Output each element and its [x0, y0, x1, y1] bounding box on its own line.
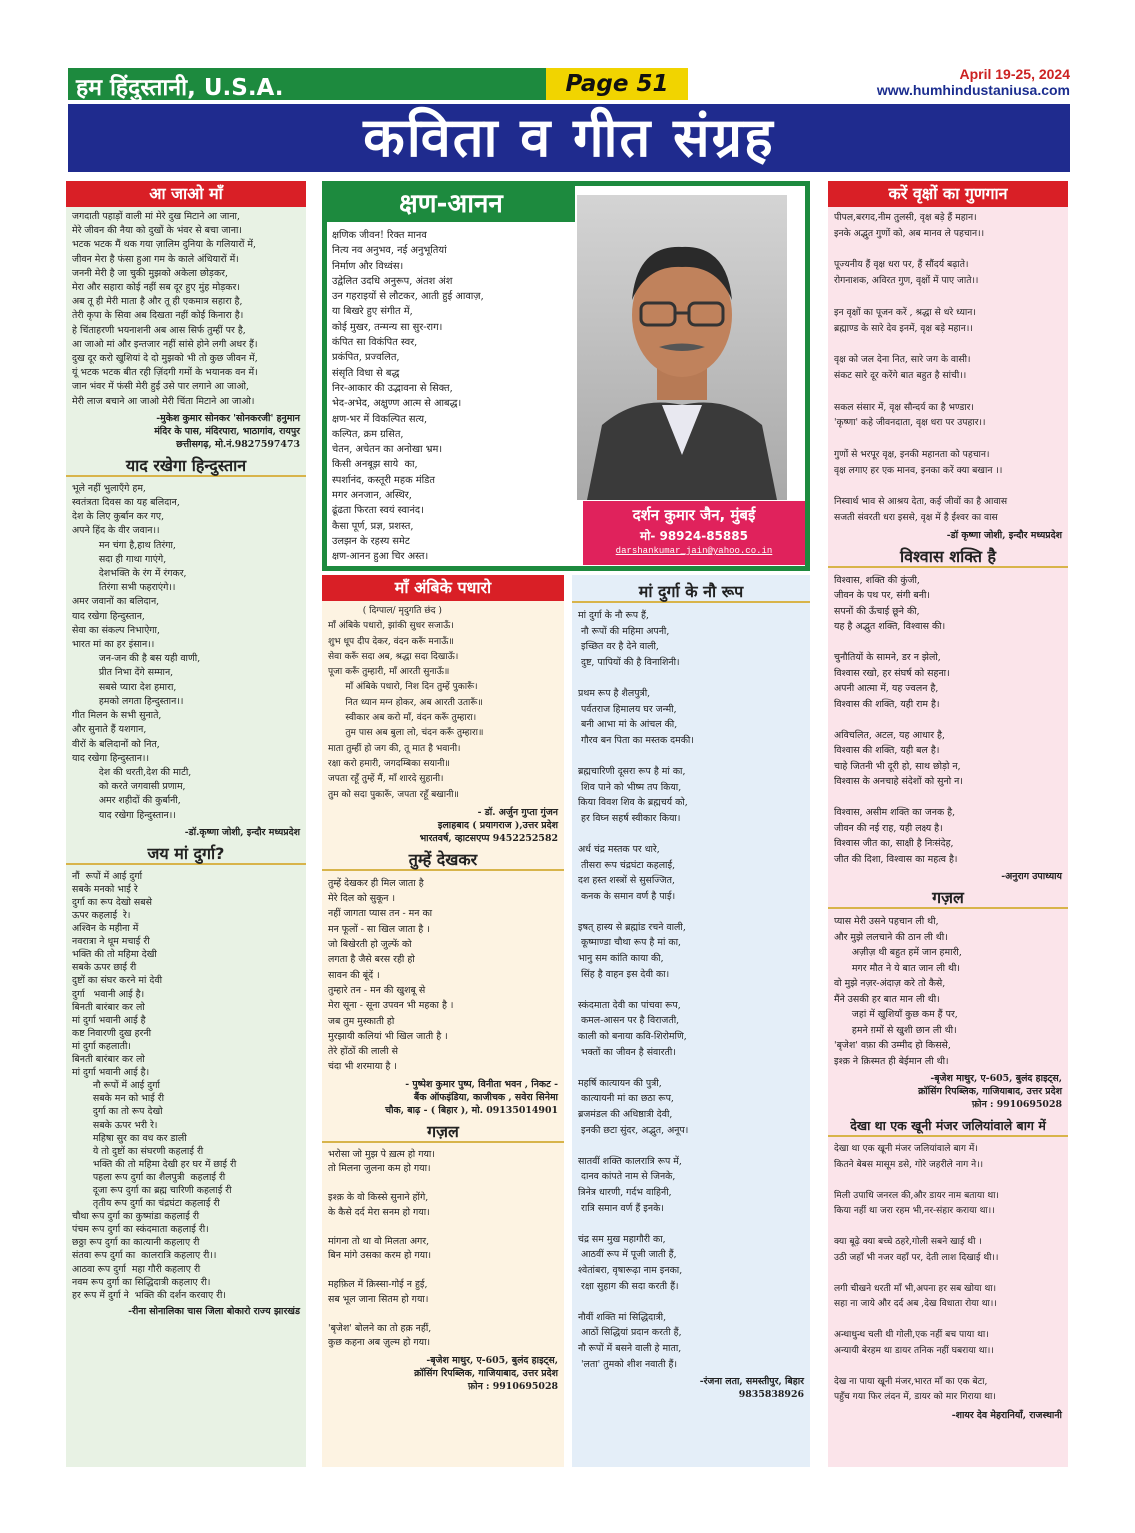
poem-title: जय मां दुर्गा? — [66, 843, 306, 865]
poem-credit: -रीना सोनालिका चास जिला बोकारो राज्य झारखंड — [128, 1305, 300, 1317]
poem-text: विश्वास, शक्ति की कुंजी, जीवन के पथ पर, संगी बनी। सपनों की ऊँचाई छूने की, यह है अद्भुत शक्ति, विश्वास की। चुनौतियों के सामने, डर न झेलो, विश्वास रखो, हर संघर्ष को सहना। अपनी आत्मा में, यह ज्वलन है, विश्वास की शक्ति, यही राम है। अविचलित, अटल, यह आधार है, विश्वास की शक्ति, यही बल है। चाहे जितनी भी दूरी हो, साथ छोड़ो न, विश्वास के अनचाहे संदेशों को सुनो न। विश्वास, असीम शक्ति का जनक है, जीवन की नई राह, यही लक्ष्य है। विश्वास जीत का, साक्षी है निःसंदेह, जीत की दिशा, विश्वास का महत्व है। — [834, 574, 963, 865]
section-banner: कविता व गीत संग्रह — [68, 104, 1070, 172]
poem-text: भूले नहीं भुलाएँगे हम, स्वतंत्रता दिवस का यह बलिदान, देश के लिए कुर्बान कर गए, अपने हिंद के वीर जवान।। मन चंगा है,हाथ तिरंगा, सदा ही गाथा गाएंगे, देशभक्ति के रंग में रंगकर, तिरंगा सभी फहराएंगे।। अमर जवानों का बलिदान, याद रखेगा हिन्दुस्तान, सेवा का संकल्प निभाऐगा, भारत मां का हर इंसान।। जन-जन की है बस यही वाणी, प्रीत निभा देंगे सम्मान, सबसे प्यारा देश हमारा, हमको लगता हिन्दुस्तान।। गीत मिलन के सभी सुनाते, और सुनाते हैं यशगान, वीरों के बलिदानों को नित, याद रखेगा हिन्दुस्तान।। देश की धरती,देश की माटी, को करते जगवासी प्रणाम, अमर शहीदों की कुर्बानी, याद रखेगा हिन्दुस्तान।। — [72, 482, 201, 821]
author-card — [583, 501, 805, 565]
poem-title: देखा था एक खूनी मंजर जलियांवाले बाग में — [828, 1115, 1068, 1137]
author-name: दर्शन कुमार जैन, मुंबई — [632, 506, 756, 524]
poem-credit: -बृजेश माथुर, ए-605, बुलंद हाइट्स, क्रॉसिंग रिपब्लिक, गाजियाबाद, उत्तर प्रदेश फ़ोन : 9910695028 — [414, 1354, 558, 1392]
poem-title: मां दुर्गा के नौ रूप — [572, 581, 810, 603]
poem-text: पीपल,बरगद,नीम तुलसी, वृक्ष बड़े हैं महान। इनके अद्भुत गुणों को, अब मानव ले पहचान।। पूज्यनीय हैं वृक्ष धरा पर, हैं सौंदर्य बढ़ाते। रोगनाशक, अविरत गुण, वृक्षों में पाए जाते।। इन वृक्षों का पूजन करें , श्रद्धा से धरे ध्यान। ब्रह्माण्ड के सारे देव इनमें, वृक्ष बड़े महान।। वृक्ष को जल देना नित, सारे जग के वासी। संकट सारे दूर करेंगे बात बहुत है सांची।। सकल संसार में, वृक्ष सौन्दर्य का है भण्डार। 'कृष्णा' कहे जीवनदाता, वृक्ष धरा पर उपहार।। गुणों से भरपूर वृक्ष, इनकी महानता को पहचान। वृक्ष लगाए हर एक मानव, इनका करें क्या बखान ।। निस्वार्थ भाव से आश्रय देता, कई जीवों का है आवास सजती संवरती धरा इससे, वृक्ष में है ईश्वर का वास — [834, 212, 1008, 524]
poem-title: तुम्हें देखकर — [322, 849, 564, 871]
page-number: Page 51 — [546, 68, 688, 100]
poem-text: नौं रूपों में आई दुर्गा सबके मनको भाई रे दुर्गा का रूप देखो सबसे ऊपर कहलाई रे। अश्विन के महीना में नवरात्रा ने धूम मचाई री भक्ति की तो महिमा देखी सबके ऊपर छाई री दुष्टों का संघर करने मां देवी दुर्गा भवानी आई है। बिनती बारंबार कर लो मां दुर्गा भवानी आई है कष्ट निवारणी दुख हरनी मां दुर्गा कहलाती। बिनती बारंबार कर लो मां दुर्गा भवानी आई है। नौ रूपों में आई दुर्गा सबके मन को भाई री दुर्गा का तो रूप देखो सबके ऊपर भरी रे। महिषा सुर का वध कर डाली ये तो दुष्टों का संघरणी कहलाई री भक्ति की तो महिमा देखी हर घर में छाई री पहला रूप दुर्गा का शैलपुत्री कहलाई री दूजा रूप दुर्गा का ब्रह्म चारिणी कहलाई री तृतीय रूप दुर्गा का चंद्रघंटा कहलाई री चौथा रूप दुर्गा का कुष्मांडा कहलाई री पंचम रूप दुर्गा का स्कंदमाता कहलाई री। छठ्ठा रूप दुर्गा का कात्यानी कहलाए री संतवा रूप दुर्गा का कालरात्रि कहलाए री।। आठवा रूप दुर्गा महा गौरी कहलाए री नवम रूप दुर्गा का सिद्धिदात्री कहलाए री। हर रूप में दुर्गा ने भक्ति की दर्शन करवाए री। — [72, 870, 237, 1301]
poem-text: जगदाती पहाड़ों वाली मां मेरे दुख मिटाने आ जाना, मेरे जीवन की नैया को दुखों के भंवर से बचा जाना। भटक भटक मैं थक गया ज़ालिम दुनिया के गलियारों में, जीवन मेरा है फंसा हुआ गम के काले अंधियारों में। जननी मेरी है जा चुकी मुझको अकेला छोड़कर, मेरा और सहारा कोई नहीं सब दूर हुए मुंह मोड़कर। अब तू ही मेरी माता है और तू ही एकमात्र सहारा है, तेरी कृपा के सिवा अब दिखता नहीं कोई किनारा है। हे चिंताहरणी भयनाशनी अब आस सिर्फ तुम्हीं पर है, आ जाओ मां और इन्तजार नहीं सांसे होने लगी अधर हैं। दुख दूर करो खुशियां दे दो मुझको भी तो कुछ जीवन में, यूं भटक भटक बीत रही ज़िंदगी गमों के भयानक वन में। जान भंवर में फंसी मेरी हुई उसे पार लगाने आ जाओ, मेरी लाज बचाने आ जाओ मेरी चिंता मिटाने आ जाओ। — [72, 211, 258, 407]
left-column — [66, 181, 306, 1467]
poem-title: गज़ल — [322, 1121, 564, 1143]
author-phone: मो- 98924-85885 — [640, 529, 748, 543]
poem-text: प्यास मेरी उसने पहचान ली थी, और मुझे ललचाने की ठान ली थी। अज़ीज़ थी बहुत हमें जान हमारी, मगर मौत ने ये बात जान ली थी। वो मुझे नज़र-अंदाज़ करे तो कैसे, मैंने उसकी हर बात मान ली थी। जहां में खुशियाँ कुछ कम हैं पर, हमने ग़मों से खुशी छान ली थी। 'बृजेश' वफ़ा की उम्मीद हो किससे, इश्क़ ने क़िस्मत ही बेईमान ली थी। — [834, 916, 962, 1067]
poem-title: विश्वास शक्ति है — [828, 546, 1068, 568]
poem-title: याद रखेगा हिन्दुस्तान — [66, 455, 306, 477]
feature-title: क्षण-आनन — [327, 186, 575, 222]
poem-credit: - डॉ. अर्जुन गुप्ता गुंजन इलाहबाद ( प्रयागराज ),उत्तर प्रदेश भारतवर्ष, व्हाटसएप्प 9452252582 — [419, 806, 558, 844]
poem-credit: - पुष्पेश कुमार पुष्प, विनीता भवन , निकट - बैंक ऑफइंडिया, काजीचक , सवेरा सिनेमा चौक, बाढ़ - ( बिहार ), मो. 09135014901 — [385, 1078, 558, 1116]
poem-text: भरोसा जो मुझ पे ख़त्म हो गया। तो मिलना जुलना कम हो गया। इश्क़ के वो किस्से सुनाने होंगे, के कैसे दर्द मेरा सनम हो गया। मांगना तो था वो मिलता अगर, बिन मांगे उसका करम हो गया। महफ़िल में क़िस्सा-गोई न हुई, सब भूल जाना सितम हो गया। 'बृजेश' बोलने का तो हक़ नहीं, कुछ कहना अब ज़ुल्म हो गया। — [328, 1148, 435, 1349]
middle-column-2 — [572, 575, 810, 1467]
right-column — [828, 181, 1068, 1467]
poem-credit: -शायर देव मेहरानियाँ, राजस्थानी — [951, 1409, 1062, 1421]
masthead-brand: हम हिंदुस्तानी, U.S.A. — [68, 68, 546, 100]
poem-title: गज़ल — [828, 887, 1068, 909]
website-link[interactable]: www.humhindustaniusa.com — [876, 82, 1070, 98]
issue-date: April 19-25, 2024 — [959, 66, 1070, 82]
feature-text: क्षणिक जीवन! रिक्त मानव नित्य नव अनुभव, नई अनुभूतियां निर्माण और विध्वंस। उद्वेलित उदधि अनुरूप, अंतश अंश उन गहराइयों से लौटकर, आती हुई आवाज़, या बिखरे हुए संगीत में, कोई मुखर, तन्मन्य सा सुर-राग। कंपित सा विकंपित स्वर, प्रकंपित, प्रज्वलित, संसृति विधा से बद्ध निर-आकार की उद्भावना से सिक्त, भेद-अभेद, अक्षुण्ण आत्म से आबद्ध। क्षण-भर में विकल्पित सत्य, कल्पित, क्रम ग्रसित, चेतन, अचेतन का अनोखा भ्रम। किसी अनबूझ साये का, स्पर्शानंद, कस्तूरी महक मंडित मगर अनजान, अस्थिर, ढूंढता फिरता स्वयं स्वानंद। कैसा पूर्ण, प्रज्ञ, प्रशस्त, उलझन के रहस्य समेट क्षण-आनन हुआ चिर अस्त। — [332, 230, 484, 563]
poem-credit: -डॉ.कृष्णा जोशी, इन्दौर मध्यप्रदेश — [184, 826, 300, 838]
poem-text: ( दिग्पाल/ मृदुगति छंद ) माँ अंबिके पधारो, झांकी सुधर सजाऊँ। शुभ धूप दीप देकर, वंदन करूँ मनाऊँ॥ सेवा करूँ सदा अब, श्रद्धा सदा दिखाऊँ। पूजा करूँ तुम्हारी, माँ आरती सुनाऊँ॥ माँ अंबिके पधारो, निश दिन तुम्हें पुकारूँ। नित ध्यान मग्न होकर, अब आरती उतारूँ॥ स्वीकार अब करो माँ, वंदन करूँ तुम्हारा। तुम पास अब बुला लो, चंदन करूँ तुम्हारा॥ माता तुम्हीं हो जग की, तू मात है भवानी। रक्षा करो हमारी, जगदम्बिका सयानी॥ जपता रहूँ तुम्हें मैं, माँ शारदे सुहानी। तुम को सदा पुकारूँ, जपता रहूँ बखानी॥ — [328, 606, 484, 800]
poem-title: करें वृक्षों का गुणगान — [828, 181, 1068, 207]
poem-text: मां दुर्गा के नौ रूप हैं, नौ रूपों की महिमा अपनी, इच्छित वर है देने वाली, दुष्ट, पापियों की है विनाशिनी। प्रथम रूप है शैलपुत्री, पर्वतराज हिमालय घर जन्मी, बनी आभा मां के आंचल की, गौरव बन पिता का मस्तक दमकी। ब्रह्मचारिणी दूसरा रूप है मां का, शिव पाने को भीष्म तप किया, किया विवश शिव के ब्रह्मचर्य को, हर विघ्न सहर्ष स्वीकार किया। अर्ध चंद्र मस्तक पर धारे, तीसरा रूप चंद्रघंटा कहलाई, दश हस्त शस्त्रों से सुसज्जित, कनक के समान वर्ण है पाई। इषत् हास्य से ब्रह्मांड रचने वाली, कूष्माण्डा चौथा रूप है मां का, भानु सम कांति काया की, सिंह है वाहन इस देवी का। स्कंदमाता देवी का पांचवा रूप, कमल-आसन पर है विराजती, काली को बनाया कवि-शिरोमणि, भक्तों का जीवन है संवारती। महर्षि कात्यायन की पुत्री, कात्यायनी मां का छठा रूप, ब्रजमंडल की अधिष्ठात्री देवी, इनकी छटा सुंदर, अद्भुत, अनूप। सातवीं शक्ति कालरात्रि रूप में, दानव कांपते नाम से जिनके, त्रिनेत्र धारणी, गर्दभ वाहिनी, रात्रि समान वर्ण हैं इनके। चंद्र सम मुख महागौरी का, आठवीं रूप में पूजी जाती हैं, श्वेतांबरा, वृषारूढ़ा नाम इनका, रक्षा सुहाग की सदा करती हैं। नौवीं शक्ति मां सिद्धिदात्री, आठों सिद्धियां प्रदान करती हैं, नौ रूपों में बसने वाली हे माता, 'लता' तुमको शीश नवाती हैं। — [578, 610, 694, 1370]
poem-title: आ जाओ माँ — [66, 181, 306, 207]
poem-text: देखा था एक खूनी मंजर जलियांवाले बाग में। कितने बेबस मासूम डसे, गोरे जहरीले नाग ने।। मिली उपाधि जनरल की,और डायर नाम बताया था। किया नहीं था जरा रहम भी,नर-संहार कराया था।। क्या बूढ़े क्या बच्चे ठहरे,गोली सबने खाई थी । उठी जहाँ भी नजर वहाँ पर, देती लाश दिखाई थी।। लगी चीखने धरती माँ भी,अपना हर सब खोया था। सहा ना जाये और दर्द अब ,देख विधाता रोया था।। अन्धाधुन्ध चली थी गोली,एक नहीं बच पाया था। अन्यायी बेरहम था डायर तनिक नहीं घबराया था।। देख ना पाया खूनी मंजर,भारत माँ का एक बेटा, पहुँच गया फिर लंदन में, डायर को मार गिराया था। — [834, 1144, 999, 1403]
middle-column-1 — [322, 575, 564, 1467]
poem-title: माँ अंबिके पधारो — [322, 575, 564, 601]
portrait-photo — [577, 195, 787, 500]
poem-credit: -अनुराग उपाध्याय — [1001, 871, 1062, 883]
poem-credit: -रंजना लता, समस्तीपुर, बिहार 9835838926 — [699, 1376, 804, 1401]
poem-credit: -मुकेश कुमार सोनकर 'सोनकरजी' हनुमान मंदिर के पास, मंदिरपारा, भाठागांव, रायपुर छत्तीसगढ़, मो.नं.9827597473 — [154, 412, 300, 450]
poem-credit: -बृजेश माथुर, ए-605, बुलंद हाइट्स, क्रॉसिंग रिपब्लिक, गाजियाबाद, उत्तर प्रदेश फ़ोन : 9910695028 — [918, 1073, 1062, 1111]
poem-credit: -डॉ कृष्णा जोशी, इन्दौर मध्यप्रदेश — [946, 529, 1062, 541]
poem-text: तुम्हें देखकर ही मिल जाता है मेरे दिल को सुकून । नहीं जागता प्यास तन - मन का मन फूलों - सा खिल जाता है । जो बिखेरती हो जुल्फें को लगता है जैसे बरस रही हो सावन की बूंदें । तुम्हारे तन - मन की खुशबू से मेरा सूना - सूना उपवन भी महका है । जब तुम मुस्काती हो मुरझायी कलियां भी खिल जाती है । तेरे होंठों की लाली से चंदा भी शरमाया है । — [328, 877, 454, 1073]
author-email[interactable]: darshankumar_jain@yahoo.co.in — [615, 546, 773, 556]
